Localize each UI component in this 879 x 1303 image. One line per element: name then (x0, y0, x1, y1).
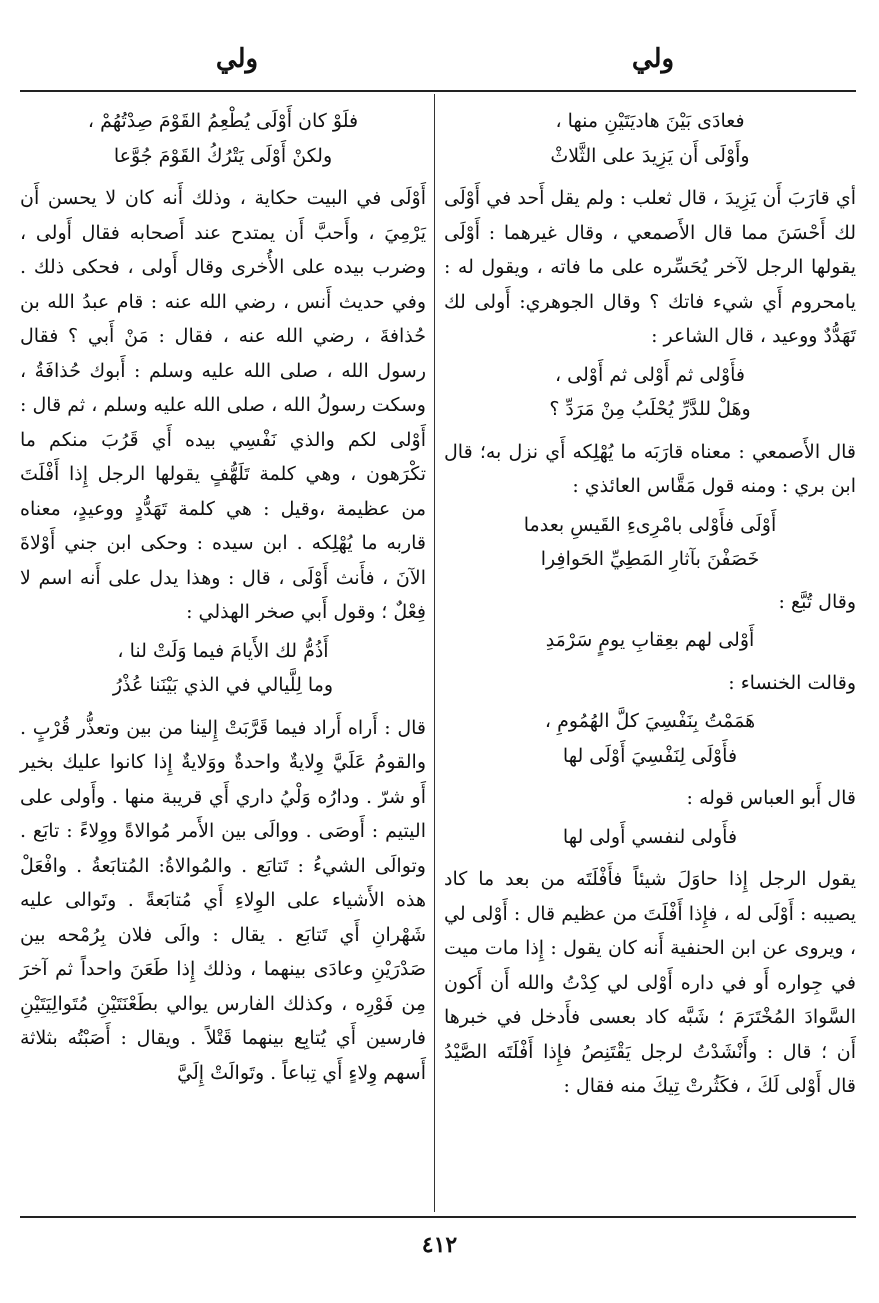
quote-intro: وقال تُبَّع : (778, 590, 856, 613)
bottom-rule (20, 1216, 856, 1218)
verse-line: أَوْلَى فأَوْلى بامْرِىءِ القَيسِ بعدما (523, 513, 777, 536)
verse-line: وهَلْ للدَّرِّ يُحْلَبُ مِنْ مَرَدِّ ؟ (549, 398, 751, 420)
verse-block (444, 820, 856, 855)
verse-block (444, 704, 856, 773)
verse-line: خَصَفْنَ بآثارِ المَطِيِّ الحَوافِرا (540, 548, 760, 570)
paragraph: أَوْلَى في البيت حكاية ، وذلك أَنه كان لا يحسن أَن يَرْمِيَ ، وأَحبَّ أَن يمتدح عند أَصحابه فقال أَولى ، وضرب بيده على الأُخرى وقال أَولى ، فحكى ذلك . وفي حديث أَنس ، رضي الله عنه : قام عبدُ الله بن حُذافةَ ، رضي الله عنه ، فقال : مَنْ أَبي ؟ فقال رسول الله ، صلى الله عليه وسلم : أَبوك حُذافَةُ ، وسكت رسولُ الله ، صلى الله عليه وسلم ، ثم قال : أَوْلى لكم والذي نَفْسِي بيده أَي قَرُبَ منكم ما تكْرَهون ، وهي كلمة تَلَهُّفٍ يقولها الرجل إِذا أَفْلَتَ من عظيمة ،وقيل : هي كلمة تَهَدُّدٍ ووعيدٍ، معناه قاربه ما يُهْلِكه . ابن سيده : وحكى ابن جني أَوْلاةَ الآنَ ، فأَنث أَوْلَى ، قال : وهذا يدل على أَنه اسم لا فِعْلٌ ؛ وقول أَبي صخر الهذلي : (20, 187, 426, 623)
verse-line: هَمَمْتُ بِنَفْسِيَ كلَّ الهُمُومِ ، (544, 710, 756, 732)
verse-line: فعادَى بَيْنَ هاديَتَيْنِ منها ، (555, 110, 745, 132)
left-column (20, 100, 426, 1090)
page-number: ٤١٢ (421, 1232, 458, 1258)
verse-line: وأَوْلَى أَن يَزِيدَ على الثَّلاثْ (550, 144, 750, 167)
quote-intro: وقالت الخنساء : (728, 671, 856, 694)
verse-block (444, 508, 856, 577)
verse-block (20, 104, 426, 173)
quote-intro: قال أَبو العباس قوله : (686, 787, 856, 809)
verse-line: فأَوْلَى لِنَفْسِيَ أَوْلَى لها (562, 744, 738, 767)
paragraph: يقول الرجل إِذا حاوَلَ شيئاً فأَفْلَتَه من بعد ما كاد يصيبه : أَوْلَى له ، فإِذا أَفْلَتَ من عظيم قال : أَوْلى لي ، ويروى عن ابن الحنفية أَنه كان يقول : إِذا مات ميت في جِواره أَو في داره أَوْلى لي كِدْتُ والله أَن أَكون السَّوادَ المُخْتَرَمَ ؛ شَبَّه كاد بعسى فأَدخل في خبرها أَن ؛ قال : وأَنْشَدْتُ لرجل يَقْتَنِصُ فإِذا أَفْلَتَه الصَّيْدُ قال أَوْلى لَكَ ، فكَثُرتْ تِيكَ منه فقال : (444, 868, 856, 1097)
verse-line: فأَولى لنفسي أَولى لها (562, 825, 738, 848)
verse-line: وما لِلَّيالي في الذي بَيْنَنا عُذْرُ (112, 674, 334, 696)
right-column (444, 100, 856, 1104)
verse-line: فلَوْ كان أَوْلَى يُطْعِمُ القَوْمَ صِدْتُهُمْ ، (87, 110, 359, 132)
header-left-keyword: ولي (215, 44, 259, 74)
verse-line: ولكنْ أَوْلَى يَتْرُكُ القَوْمَ جُوَّعا (113, 144, 333, 167)
column-divider (434, 94, 435, 1212)
verse-block (444, 104, 856, 173)
header-right-keyword: ولي (631, 44, 675, 74)
paragraph: قال : أَراه أَراد فيما قَرَّبَتْ إِلينا من بين وتعذُّر قُرْبٍ . والقومُ عَلَيَّ وِلايةٌ واحدةٌ ووَلايةٌ إِذا كانوا عليك بخير أَو شرّ . ودارُه وَلْيُ داري أَي قريبة منها . وأَولى على اليتيم : أَوصَى . ووالَى بين الأَمر مُوالاةً ووِلاءً : تابَع . وتوالَى الشيءُ : تَتابَع . والمُوالاةُ: المُتابَعةُ . وافْعَلْ هذه الأَشياء على الوِلاءِ أَي مُتابَعةً . وتَوالى عليه شَهْرانِ أَي تَتابَع . يقال : والَى فلان بِرُمْحه بين صَدْرَيْنِ وعادَى بينهما ، وذلك إِذا طَعَنَ واحداً ثم آخرَ مِن فَوْرِه ، وكذلك الفارس يوالي بطَعْنَتَيْنِ مُتَوالِيَتَيْنِ فارسين أَي يُتابِع بينهما قَتْلاً . ويقال : أَصَبْتُه بثلاثة أَسهم وِلاءٍ أَي تِباعاً . وتَوالَتْ إِلَيَّ (20, 716, 426, 1084)
top-rule (20, 90, 856, 92)
verse-block (20, 634, 426, 703)
paragraph: أي قارَبَ أَن يَزِيدَ ، قال ثعلب : ولم يقل أَحد في أَوْلَى لك أَحْسَنَ مما قال الأَصمعي ، وقال غيرهما : أَوْلَى يقولها الرجل لآخر يُحَسِّره على ما فاته ، ويقول له : يامحروم أَي شيء فاتك ؟ وقال الجوهري: أَولى لك تَهَدُّدٌ ووعيد ، قال الشاعر : (444, 187, 856, 347)
verse-line: أَوْلى لهم بعِقابِ يومٍ سَرْمَدِ (545, 629, 755, 651)
verse-block (444, 358, 856, 427)
verse-block (444, 623, 856, 658)
verse-line: أَذُمُّ لك الأَيامَ فيما وَلَتْ لنا ، (117, 639, 329, 662)
paragraph: قال الأَصمعي : معناه قارَبَه ما يُهْلِكه أَي نزل به؛ قال ابن بري : ومنه قول مَقَّاس العائذي : (444, 440, 856, 497)
verse-line: فأَوْلى ثم أَوْلى ثم أَوْلى ، (554, 363, 746, 386)
